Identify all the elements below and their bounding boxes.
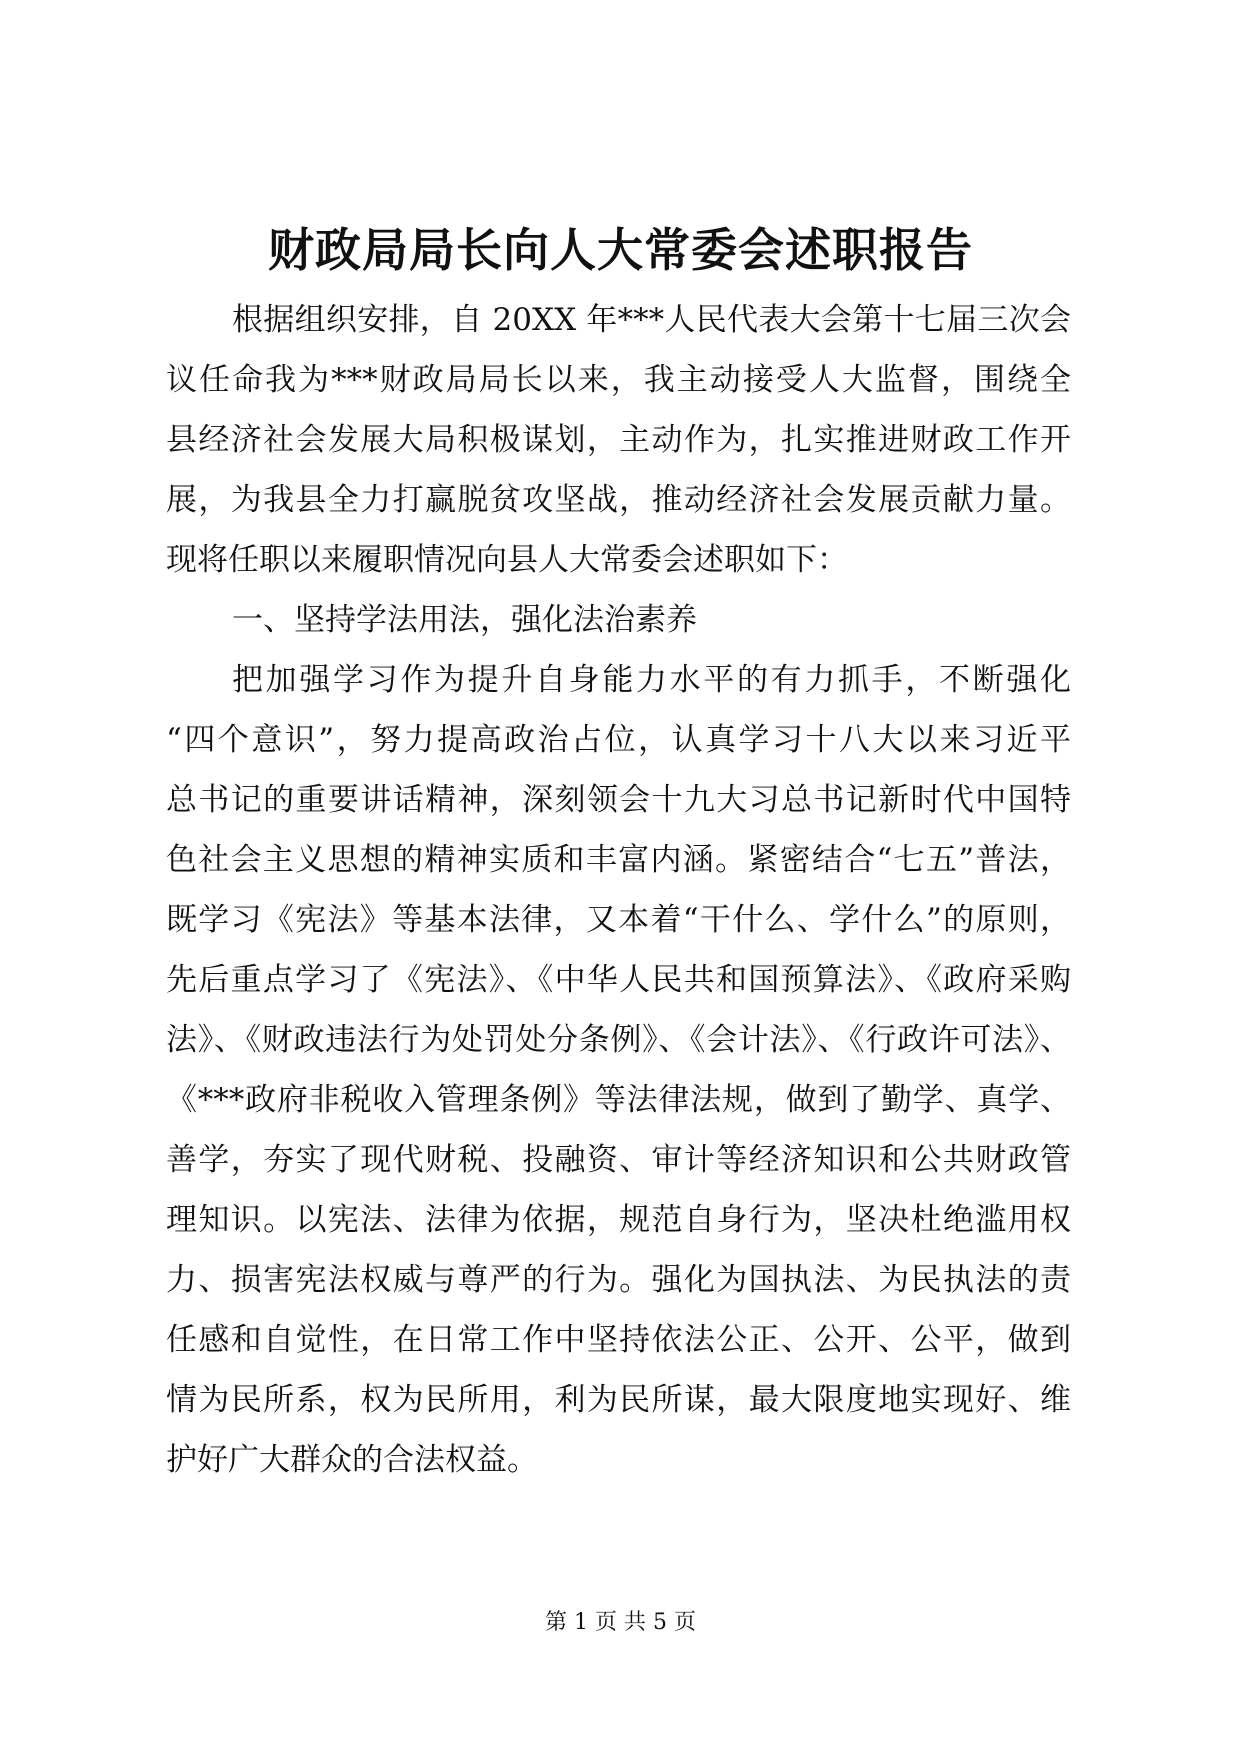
paragraph-line: 《***政府非税收入管理条例》等法律法规，做到了勤学、真学、: [166, 1082, 1071, 1118]
paragraph-line: 善学，夯实了现代财税、投融资、审计等经济知识和公共财政管: [166, 1142, 1071, 1178]
paragraph-line: 县经济社会发展大局积极谋划，主动作为，扎实推进财政工作开: [166, 422, 1071, 458]
paragraph-line: 理知识。以宪法、法律为依据，规范自身行为，坚决杜绝滥用权: [166, 1202, 1071, 1238]
page-footer: 第 1 页 共 5 页: [545, 1610, 696, 1635]
paragraph-line: 情为民所系，权为民所用，利为民所谋，最大限度地实现好、维: [166, 1382, 1071, 1418]
paragraph-line: 力、损害宪法权威与尊严的行为。强化为国执法、为民执法的责: [166, 1262, 1071, 1298]
paragraph-line: 色社会主义思想的精神实质和丰富内涵。紧密结合“七五”普法，: [166, 842, 1071, 878]
document-title: 财政局局长向人大常委会述职报告: [268, 223, 973, 277]
paragraph-line: 总书记的重要讲话精神，深刻领会十九大习总书记新时代中国特: [166, 782, 1071, 818]
paragraph-line: 先后重点学习了《宪法》、《中华人民共和国预算法》、《政府采购: [166, 962, 1071, 998]
paragraph-line: 护好广大群众的合法权益。: [166, 1442, 538, 1478]
paragraph-line: 既学习《宪法》等基本法律，又本着“干什么、学什么”的原则，: [166, 902, 1071, 938]
paragraph-line: 任感和自觉性，在日常工作中坚持依法公正、公开、公平，做到: [166, 1322, 1071, 1358]
paragraph-line: “四个意识”，努力提高政治占位，认真学习十八大以来习近平: [166, 722, 1071, 758]
paragraph-line: 法》、《财政违法行为处罚处分条例》、《会计法》、《行政许可法》、: [166, 1022, 1071, 1058]
paragraph-line: 根据组织安排，自 20XX 年***人民代表大会第十七届三次会: [232, 302, 1071, 338]
paragraph-line: 议任命我为***财政局局长以来，我主动接受人大监督，围绕全: [166, 362, 1071, 398]
paragraph-line: 把加强学习作为提升自身能力水平的有力抓手，不断强化: [232, 662, 1071, 698]
section-heading: 一、坚持学法用法，强化法治素养: [232, 602, 697, 638]
paragraph-line: 现将任职以来履职情况向县人大常委会述职如下：: [166, 542, 848, 578]
document-body: [166, 290, 1071, 1490]
paragraph-line: 展，为我县全力打赢脱贫攻坚战，推动经济社会发展贡献力量。: [166, 482, 1071, 518]
